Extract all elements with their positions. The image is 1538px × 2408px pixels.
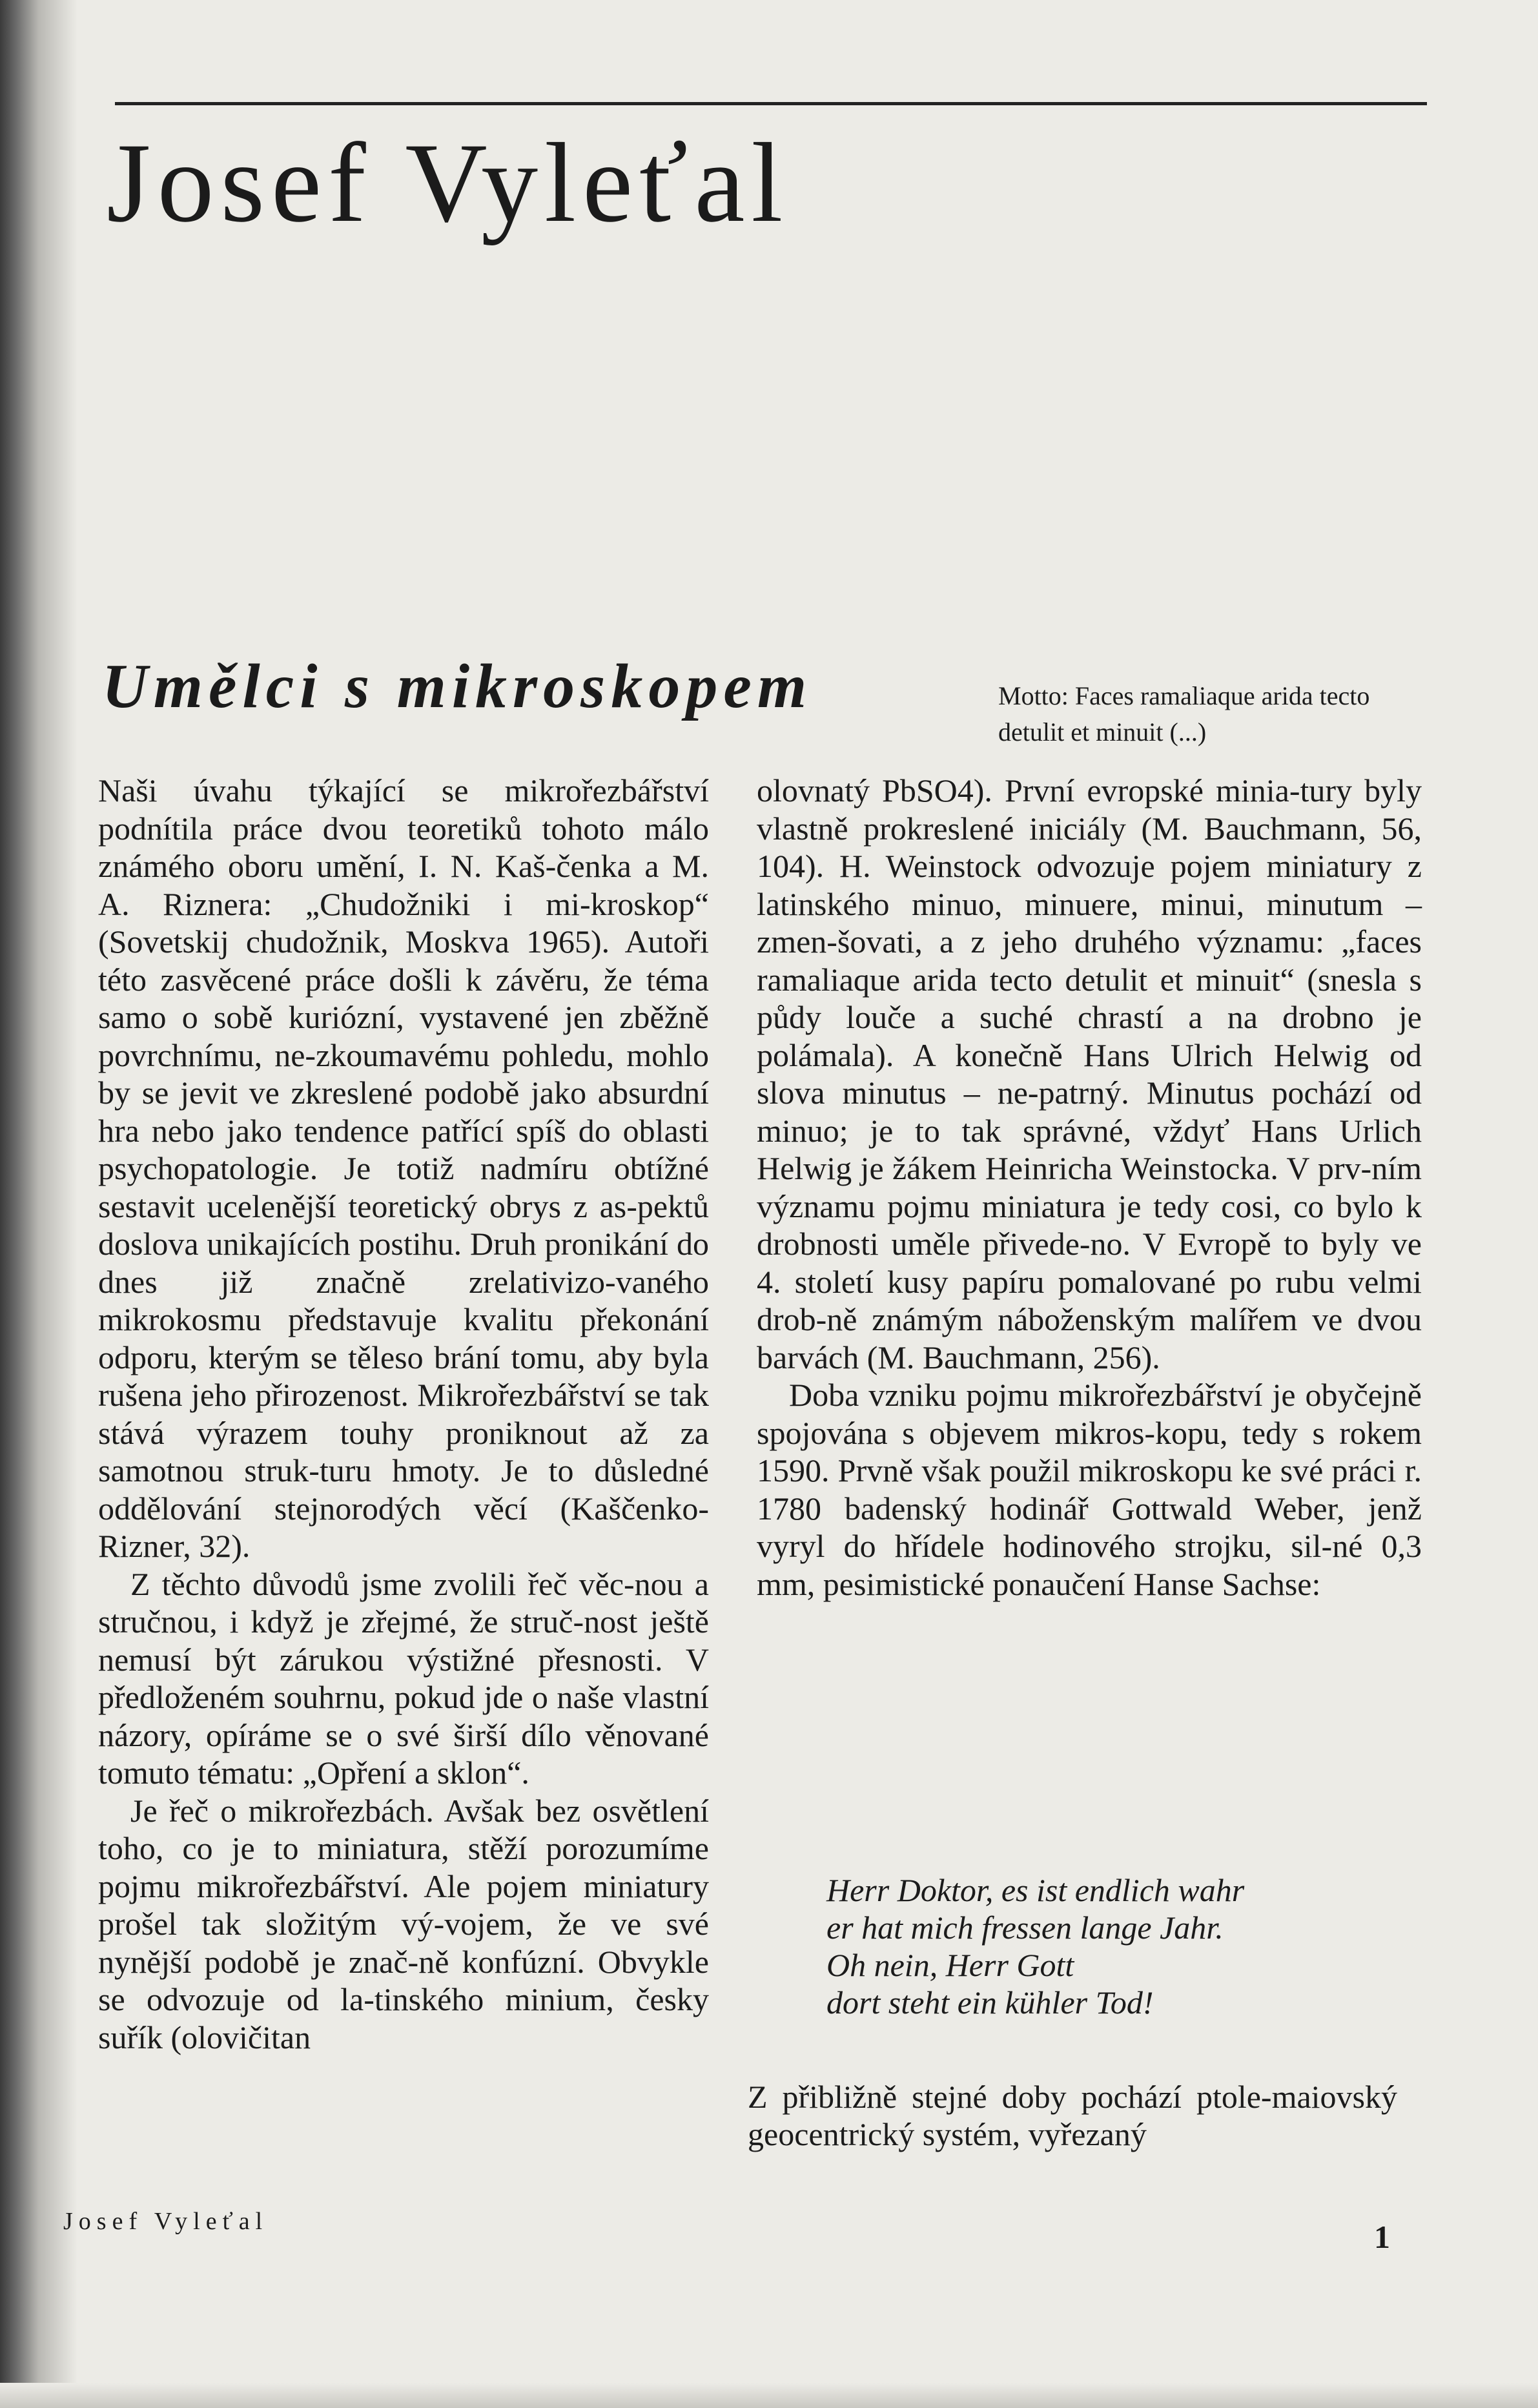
poem-line: er hat mich fressen lange Jahr. <box>826 1909 1224 1946</box>
poem-line: Oh nein, Herr Gott <box>826 1947 1074 1983</box>
right-column <box>757 772 1422 1603</box>
poem-line: Herr Doktor, es ist endlich wahr <box>826 1872 1245 1908</box>
paragraph-after-poem: Z přibližně stejné doby pochází ptole-maiovský geocentrický systém, vyřezaný <box>748 2079 1397 2152</box>
page-number: 1 <box>1374 2219 1390 2255</box>
page-bottom-edge <box>0 2383 1538 2408</box>
binding-shadow <box>0 0 77 2408</box>
paragraph: olovnatý PbSO4). První evropské minia-tury byly vlastně prokreslené iniciály (M. Bauchmann, 56, 104). H. Weinstock odvozuje pojem miniatury z latinského minuo, minuere, minui, minutum – zmen-šovati, a z jeho druhého významu: „faces ramaliaque arida tecto detulit et minuit“ (snesla s půdy louče a suché chrastí a na drobno je polámala). A konečně Hans Ulrich Helwig od slova minutus – ne-patrný. Minutus pochází od minuo; je to tak správné, vždyť Hans Urlich Helwig je žákem Heinricha Weinstocka. V prv-ním významu pojmu miniatura je tedy cosi, co bylo k drobnosti uměle přivede-no. V Evropě to byly ve 4. století kusy papíru pomalované po rubu velmi drob-ně známým náboženským malířem ve dvou barvách (M. Bauchmann, 256). <box>757 772 1422 1375</box>
footer-author: Josef Vyleťal <box>63 2208 269 2235</box>
paragraph: Je řeč o mikrořezbách. Avšak bez osvětlení toho, co je to miniatura, stěží porozumíme pojmu mikrořezbářství. Ale pojem miniatury prošel tak složitým vý-vojem, že ve své nynější podobě je znač-ně konfúzní. Obvykle se odvozuje od la-tinského minium, česky suřík (olovičitan <box>98 1792 709 2055</box>
paragraph: Doba vzniku pojmu mikrořezbářství je obyčejně spojována s objevem mikros-kopu, tedy s rokem 1590. Prvně však použil mikroskopu ke své práci r. 1780 badenský hodinář Gottwald Weber, jenž vyryl do hřídele hodinového strojku, sil-né 0,3 mm, pesimistické ponaučení Hanse Sachse: <box>757 1377 1422 1602</box>
motto: Motto: Faces ramaliaque arida tecto detulit et minuit (...) <box>998 681 1370 746</box>
article-subtitle: Umělci s mikroskopem <box>102 652 813 721</box>
left-column <box>98 772 709 2056</box>
paragraph: Naši úvahu týkající se mikrořezbářství podnítila práce dvou teoretiků tohoto málo známého oboru umění, I. N. Kaš-čenka a M. A. Riznera: „Chudožniki i mi-kroskop“ (Sovetskij chudožnik, Moskva 1965). Autoři této zasvěcené práce došli k závěru, že téma samo o sobě kuriózní, vystavené jen zběžně povrchnímu, ne-zkoumavému pohledu, mohlo by se jevit ve zkreslené podobě jako absurdní hra nebo jako tendence patřící spíš do oblasti psychopatologie. Je totiž nadmíru obtížné sestavit ucelenější teoretický obrys z as-pektů doslova unikajících postihu. Druh pronikání do dnes již značně zrelativizo-vaného mikrokosmu představuje kvalitu překonání odporu, kterým se těleso brání tomu, aby byla rušena jeho přirozenost. Mikrořezbářství se tak stává výrazem touhy proniknout až za samotnou struk-turu hmoty. Je to důsledné oddělování stejnorodých věcí (Kaščenko-Rizner, 32). <box>98 772 709 1564</box>
poem-quote <box>826 1871 1244 2021</box>
author-title: Josef Vyleťal <box>107 120 790 246</box>
header-rule <box>115 102 1427 105</box>
poem-line: dort steht ein kühler Tod! <box>826 1984 1154 2021</box>
paragraph: Z těchto důvodů jsme zvolili řeč věc-nou a stručnou, i když je zřejmé, že struč-nost ještě nemusí být zárukou výstižné přesnosti. V předloženém souhrnu, pokud jde o naše vlastní názory, opíráme se o své širší dílo věnované tomuto tématu: „Opření a sklon“. <box>98 1565 709 1791</box>
